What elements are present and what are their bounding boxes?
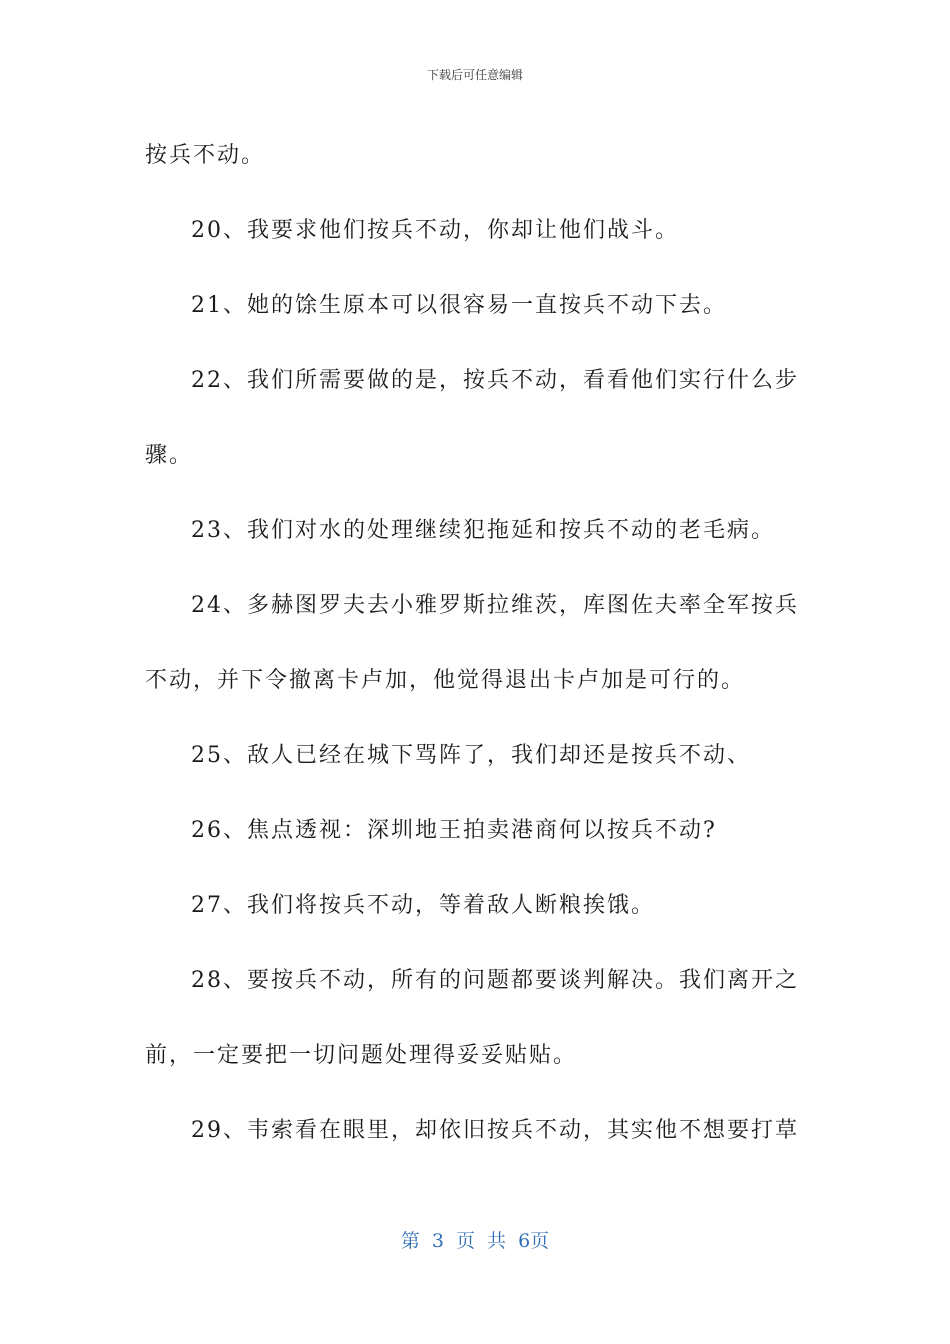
text-line-10: 27、我们将按兵不动，等着敌人断粮挨饿。 [191, 893, 655, 918]
text-line-2: 21、她的馀生原本可以很容易一直按兵不动下去。 [191, 293, 727, 318]
text-line-3: 22、我们所需要做的是，按兵不动，看看他们实行什么步 [191, 368, 799, 393]
text-line-8: 25、敌人已经在城下骂阵了，我们却还是按兵不动、 [191, 743, 751, 768]
text-line-4: 骤。 [145, 443, 194, 468]
text-line-6: 24、多赫图罗夫去小雅罗斯拉维茨，库图佐夫率全军按兵 [191, 593, 799, 618]
text-line-13: 29、韦索看在眼里，却依旧按兵不动，其实他不想要打草 [191, 1118, 799, 1143]
text-line-12: 前，一定要把一切问题处理得妥妥贴贴。 [145, 1043, 578, 1068]
document-body [145, 118, 799, 1168]
page-number-footer: 第 3 页 共 6页 [400, 1230, 550, 1252]
text-line-11: 28、要按兵不动，所有的问题都要谈判解决。我们离开之 [191, 968, 799, 993]
text-line-0: 按兵不动。 [145, 143, 266, 168]
text-line-5: 23、我们对水的处理继续犯拖延和按兵不动的老毛病。 [191, 518, 775, 543]
text-line-7: 不动，并下令撤离卡卢加，他觉得退出卡卢加是可行的。 [145, 668, 746, 693]
text-line-1: 20、我要求他们按兵不动，你却让他们战斗。 [191, 218, 679, 243]
page-header-note: 下载后可任意编辑 [426, 68, 523, 82]
text-line-9: 26、焦点透视：深圳地王拍卖港商何以按兵不动? [191, 818, 717, 843]
